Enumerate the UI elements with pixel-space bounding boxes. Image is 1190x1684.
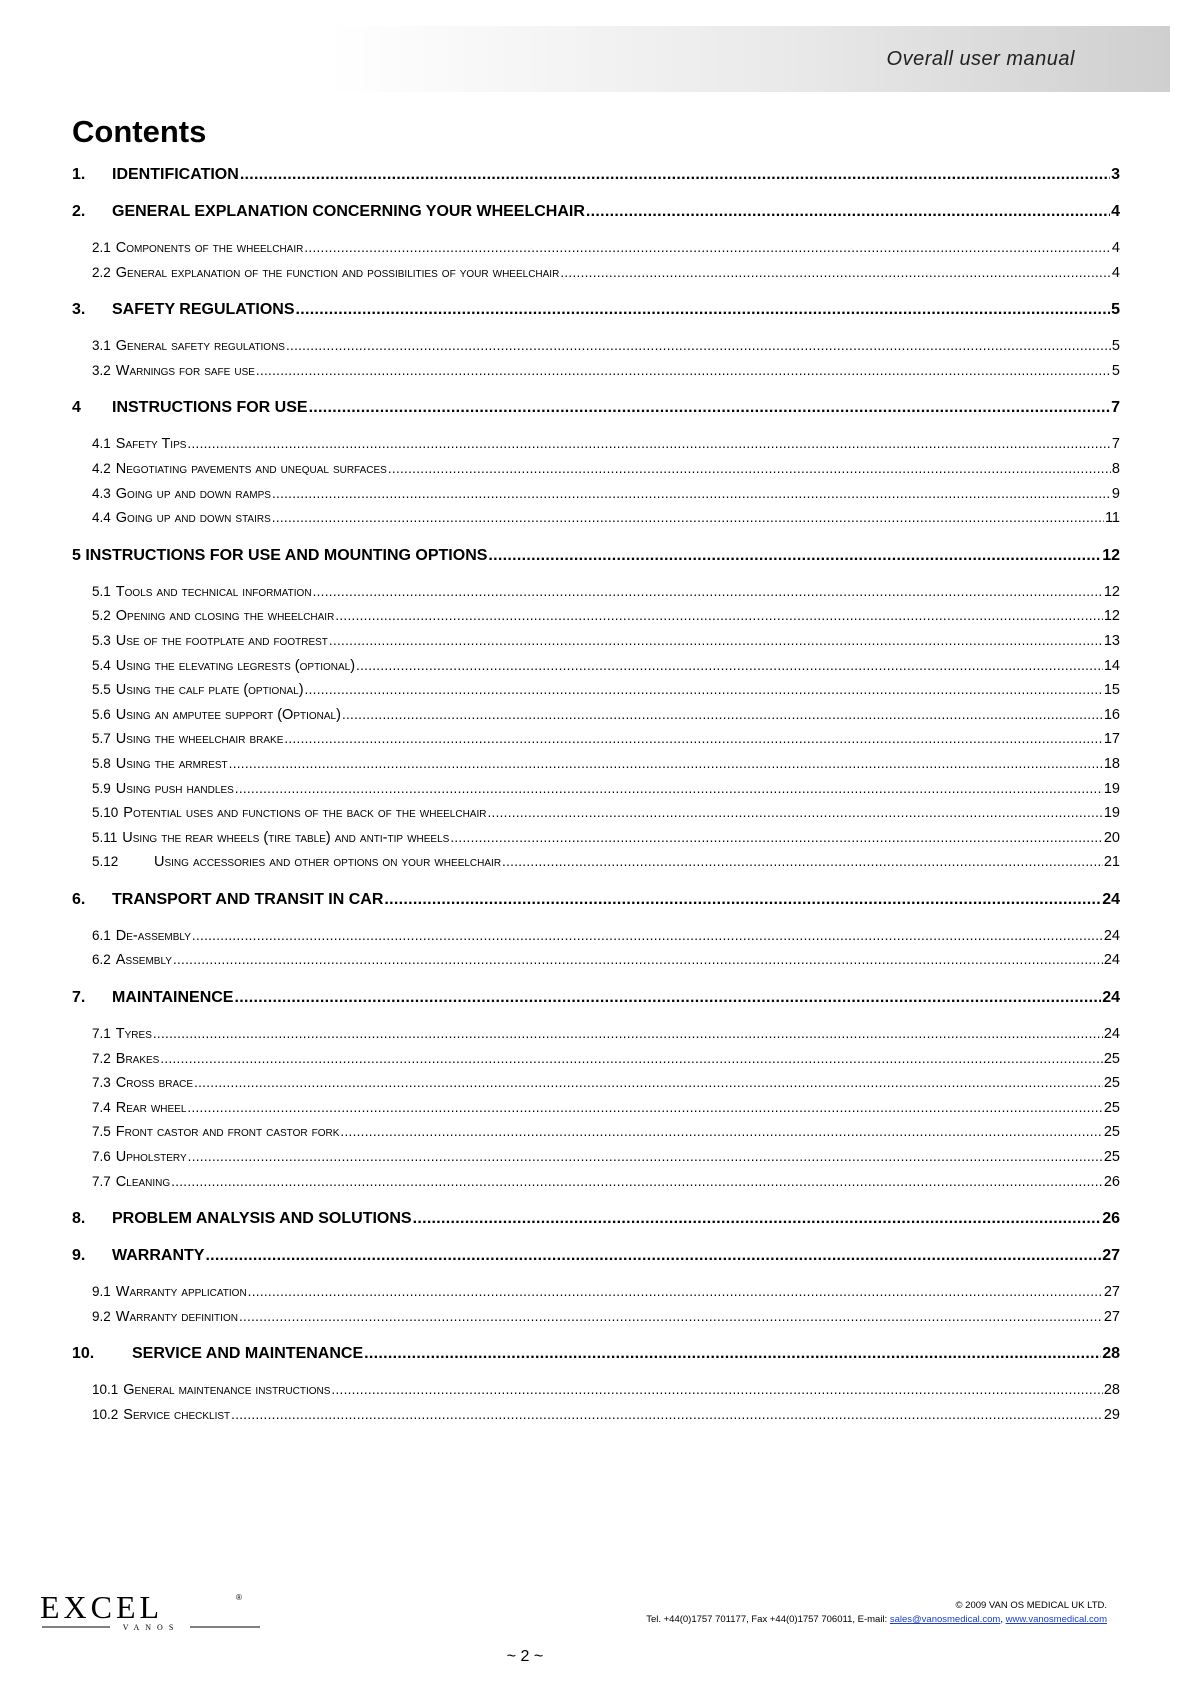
toc-entry-number: 10.1 bbox=[92, 1382, 119, 1398]
table-of-contents bbox=[72, 166, 1120, 1432]
toc-entry-page: 26 bbox=[1103, 1173, 1120, 1190]
toc-entry-number: 5.5 bbox=[92, 682, 111, 698]
toc-entry-title: Going up and down ramps bbox=[115, 485, 271, 502]
toc-entry-number: 5.4 bbox=[92, 657, 111, 673]
toc-entry-number: 7.1 bbox=[92, 1026, 111, 1042]
footer-contact bbox=[646, 1614, 1107, 1625]
toc-entry-number: 4.3 bbox=[92, 485, 111, 501]
toc-entry-page: 20 bbox=[1103, 829, 1120, 846]
toc-subsection-entry[interactable] bbox=[72, 240, 1120, 265]
toc-entry-title: Use of the footplate and footrest bbox=[115, 632, 328, 649]
toc-dot-leader bbox=[272, 486, 1111, 501]
toc-subsection-entry[interactable] bbox=[72, 1051, 1120, 1076]
toc-dot-leader bbox=[153, 1026, 1103, 1041]
toc-subsection-entry[interactable] bbox=[72, 1149, 1120, 1174]
toc-entry-page: 27 bbox=[1102, 1247, 1120, 1265]
toc-entry-title: Using the wheelchair brake bbox=[115, 731, 284, 748]
toc-dot-leader bbox=[171, 1174, 1103, 1189]
toc-entry-page: 4 bbox=[1111, 240, 1120, 256]
toc-entry-page: 24 bbox=[1102, 989, 1120, 1007]
toc-dot-leader bbox=[240, 166, 1110, 184]
toc-entry-number: 5.10 bbox=[92, 805, 119, 821]
toc-dot-leader bbox=[335, 608, 1103, 623]
toc-subsection-entry[interactable] bbox=[72, 584, 1120, 609]
toc-entry-title: Using the calf plate (optional) bbox=[115, 682, 304, 699]
toc-entry-number: 5.3 bbox=[92, 632, 111, 648]
toc-entry-number: 5.2 bbox=[92, 608, 111, 624]
toc-entry-page: 14 bbox=[1103, 657, 1120, 674]
toc-entry-title: Upholstery bbox=[115, 1149, 187, 1166]
toc-dot-leader bbox=[384, 891, 1101, 909]
toc-entry-title: Cleaning bbox=[115, 1173, 171, 1190]
toc-section-entry[interactable] bbox=[72, 203, 1120, 228]
toc-entry-number: 5.7 bbox=[92, 731, 111, 747]
logo-subtext: VANOS bbox=[122, 1623, 180, 1632]
toc-subsection-entry[interactable] bbox=[72, 658, 1120, 683]
contents-title: Contents bbox=[72, 114, 207, 149]
toc-entry-page: 19 bbox=[1103, 805, 1120, 822]
toc-entry-page: 5 bbox=[1111, 338, 1120, 355]
toc-entry-page: 8 bbox=[1111, 460, 1120, 477]
toc-entry-page: 19 bbox=[1103, 780, 1120, 797]
toc-entry-number: 4.1 bbox=[92, 436, 111, 452]
toc-subsection-entry[interactable] bbox=[72, 1382, 1120, 1407]
toc-section-entry[interactable] bbox=[72, 891, 1120, 916]
toc-entry-title: TRANSPORT AND TRANSIT IN CAR bbox=[112, 890, 384, 908]
toc-entry-page: 9 bbox=[1111, 485, 1120, 502]
toc-subsection-entry[interactable] bbox=[72, 1174, 1120, 1199]
toc-entry-title: Going up and down stairs bbox=[115, 510, 271, 527]
toc-dot-leader bbox=[560, 265, 1111, 280]
toc-dot-leader bbox=[413, 1210, 1102, 1228]
toc-dot-leader bbox=[305, 682, 1103, 697]
toc-entry-title: Using accessories and other options on your wheelchair bbox=[154, 854, 502, 871]
toc-dot-leader bbox=[586, 203, 1110, 221]
toc-subsection-entry[interactable] bbox=[72, 1124, 1120, 1149]
toc-subsection-entry[interactable] bbox=[72, 1309, 1120, 1334]
toc-entry-title: Safety Tips bbox=[115, 436, 187, 453]
toc-entry-number: 5.11 bbox=[92, 829, 118, 845]
toc-entry-page: 5 bbox=[1111, 362, 1120, 379]
toc-entry-number: 9.1 bbox=[92, 1284, 111, 1300]
toc-dot-leader bbox=[192, 928, 1103, 943]
toc-entry-number: 3. bbox=[72, 301, 86, 319]
toc-entry-page: 27 bbox=[1103, 1308, 1120, 1325]
toc-entry-page: 3 bbox=[1111, 166, 1120, 183]
toc-entry-page: 5 bbox=[1111, 301, 1120, 319]
header-title: Overall user manual bbox=[886, 48, 1075, 70]
email-link[interactable]: sales@vanosmedical.com bbox=[889, 1614, 1001, 1625]
toc-dot-leader bbox=[187, 436, 1111, 451]
toc-section-entry[interactable] bbox=[72, 1345, 1120, 1370]
toc-entry-number: 10.2 bbox=[92, 1407, 119, 1422]
toc-entry-title: Components of the wheelchair bbox=[115, 240, 304, 256]
toc-entry-number: 5.9 bbox=[92, 780, 111, 796]
toc-entry-title: Warranty definition bbox=[115, 1308, 238, 1325]
toc-entry-number: 6.1 bbox=[92, 927, 111, 943]
toc-subsection-entry[interactable] bbox=[72, 1026, 1120, 1051]
footer-contact-prefix: Tel. +44(0)1757 701177, Fax +44(0)1757 706011, E-mail: bbox=[646, 1614, 890, 1625]
toc-entry-title: Front castor and front castor fork bbox=[115, 1124, 340, 1141]
toc-dot-leader bbox=[239, 1309, 1103, 1324]
toc-entry-number: 4.4 bbox=[92, 510, 111, 526]
toc-entry-title: Using the elevating legrests (optional) bbox=[115, 657, 356, 674]
toc-section-entry[interactable] bbox=[72, 1247, 1120, 1272]
toc-dot-leader bbox=[342, 707, 1103, 722]
toc-subsection-entry[interactable] bbox=[72, 928, 1120, 953]
toc-entry-number: 6.2 bbox=[92, 952, 111, 968]
toc-subsection-entry[interactable] bbox=[72, 608, 1120, 633]
toc-entry-title: General maintenance instructions bbox=[123, 1382, 331, 1399]
toc-subsection-entry[interactable] bbox=[72, 1100, 1120, 1125]
toc-entry-page: 29 bbox=[1103, 1407, 1120, 1423]
toc-entry-page: 16 bbox=[1103, 706, 1120, 723]
toc-subsection-entry[interactable] bbox=[72, 854, 1120, 879]
toc-dot-leader bbox=[304, 240, 1111, 255]
toc-dot-leader bbox=[205, 1247, 1101, 1265]
toc-section-entry[interactable] bbox=[72, 989, 1120, 1014]
toc-section-entry[interactable] bbox=[72, 547, 1120, 572]
toc-dot-leader bbox=[296, 301, 1111, 319]
toc-dot-leader bbox=[229, 756, 1103, 771]
toc-entry-title: PROBLEM ANALYSIS AND SOLUTIONS bbox=[112, 1210, 412, 1228]
toc-dot-leader bbox=[234, 989, 1101, 1007]
toc-entry-page: 11 bbox=[1104, 510, 1120, 527]
toc-dot-leader bbox=[340, 1124, 1102, 1139]
toc-dot-leader bbox=[235, 781, 1103, 796]
page-number: ~ 2 ~ bbox=[506, 1648, 544, 1665]
toc-entry-title: Using the armrest bbox=[115, 755, 228, 772]
toc-entry-number: 3.2 bbox=[92, 362, 111, 378]
toc-dot-leader bbox=[173, 952, 1103, 967]
toc-dot-leader bbox=[187, 1100, 1102, 1115]
toc-entry-page: 18 bbox=[1103, 755, 1120, 772]
toc-dot-leader bbox=[284, 731, 1102, 746]
toc-entry-number: 5.12 bbox=[92, 854, 119, 870]
toc-entry-page: 28 bbox=[1103, 1382, 1120, 1399]
toc-entry-number: 2.2 bbox=[92, 264, 111, 280]
toc-entry-page: 12 bbox=[1103, 608, 1120, 625]
toc-entry-page: 25 bbox=[1103, 1050, 1120, 1067]
toc-subsection-entry[interactable] bbox=[72, 633, 1120, 658]
toc-entry-page: 24 bbox=[1103, 927, 1120, 944]
toc-entry-title: INSTRUCTIONS FOR USE bbox=[112, 399, 308, 417]
toc-subsection-entry[interactable] bbox=[72, 952, 1120, 977]
toc-entry-number: 4 bbox=[72, 399, 81, 417]
toc-entry-title: Cross brace bbox=[115, 1075, 194, 1092]
toc-dot-leader bbox=[331, 1382, 1102, 1397]
toc-dot-leader bbox=[194, 1075, 1103, 1090]
toc-entry-page: 24 bbox=[1103, 952, 1120, 969]
toc-subsection-entry[interactable] bbox=[72, 830, 1120, 855]
toc-dot-leader bbox=[231, 1407, 1103, 1422]
toc-entry-page: 15 bbox=[1103, 682, 1120, 699]
toc-section-entry[interactable] bbox=[72, 1210, 1120, 1235]
toc-entry-title: Tyres bbox=[115, 1026, 152, 1043]
toc-section-entry[interactable] bbox=[72, 301, 1120, 326]
toc-entry-number: 7.5 bbox=[92, 1124, 111, 1140]
toc-dot-leader bbox=[487, 805, 1102, 820]
toc-entry-number: 6. bbox=[72, 890, 86, 908]
toc-entry-number: 2.1 bbox=[92, 240, 111, 255]
toc-entry-title: General safety regulations bbox=[115, 338, 285, 355]
toc-entry-page: 7 bbox=[1111, 436, 1120, 453]
toc-entry-title: Tools and technical information bbox=[115, 583, 312, 600]
toc-entry-number: 5.1 bbox=[92, 583, 111, 599]
toc-entry-title: Using the rear wheels (tire table) and anti-tip wheels bbox=[122, 829, 450, 846]
toc-entry-page: 4 bbox=[1111, 264, 1120, 281]
toc-entry-page: 12 bbox=[1103, 583, 1120, 600]
toc-entry-number: 5.6 bbox=[92, 706, 111, 722]
toc-entry-title: Warnings for safe use bbox=[115, 362, 255, 379]
toc-entry-title: Negotiating pavements and unequal surfaces bbox=[115, 460, 387, 477]
toc-subsection-entry[interactable] bbox=[72, 510, 1120, 535]
toc-dot-leader bbox=[388, 461, 1111, 476]
toc-entry-title: Using an amputee support (Optional) bbox=[115, 706, 341, 723]
toc-entry-number: 4.2 bbox=[92, 460, 111, 476]
toc-entry-number: 2. bbox=[72, 203, 86, 220]
toc-entry-number: 7.6 bbox=[92, 1149, 111, 1165]
toc-entry-page: 17 bbox=[1103, 731, 1120, 748]
toc-entry-number: 5.8 bbox=[92, 755, 111, 771]
toc-entry-title: Assembly bbox=[115, 952, 172, 969]
toc-dot-leader bbox=[272, 510, 1104, 525]
toc-entry-number: 3.1 bbox=[92, 338, 111, 354]
toc-entry-title: General explanation of the function and possibilities of your wheelchair bbox=[115, 264, 560, 281]
website-link[interactable]: www.vanosmedical.com bbox=[1005, 1614, 1107, 1625]
toc-subsection-entry[interactable] bbox=[72, 1075, 1120, 1100]
toc-subsection-entry[interactable] bbox=[72, 265, 1120, 290]
toc-entry-title: SERVICE AND MAINTENANCE bbox=[132, 1345, 364, 1363]
toc-subsection-entry[interactable] bbox=[72, 731, 1120, 756]
toc-entry-title: Brakes bbox=[115, 1050, 160, 1067]
toc-entry-title: GENERAL EXPLANATION CONCERNING YOUR WHEELCHAIR bbox=[112, 203, 585, 220]
toc-entry-title: MAINTAINENCE bbox=[112, 989, 234, 1007]
toc-subsection-entry[interactable] bbox=[72, 1284, 1120, 1309]
toc-dot-leader bbox=[356, 658, 1103, 673]
toc-entry-number: 7.4 bbox=[92, 1099, 111, 1115]
toc-subsection-entry[interactable] bbox=[72, 461, 1120, 486]
toc-subsection-entry[interactable] bbox=[72, 1407, 1120, 1432]
footer-copyright: © 2009 VAN OS MEDICAL UK LTD. bbox=[955, 1600, 1107, 1611]
toc-entry-page: 7 bbox=[1111, 399, 1120, 417]
toc-entry-page: 28 bbox=[1102, 1345, 1120, 1363]
toc-subsection-entry[interactable] bbox=[72, 363, 1120, 388]
toc-entry-page: 24 bbox=[1103, 1026, 1120, 1043]
toc-entry-number: 9.2 bbox=[92, 1308, 111, 1324]
toc-entry-page: 25 bbox=[1103, 1075, 1120, 1092]
toc-subsection-entry[interactable] bbox=[72, 682, 1120, 707]
toc-entry-page: 25 bbox=[1103, 1149, 1120, 1166]
toc-entry-number: 9. bbox=[72, 1247, 86, 1265]
toc-entry-title: 5 INSTRUCTIONS FOR USE AND MOUNTING OPTIONS bbox=[72, 546, 488, 564]
toc-entry-page: 25 bbox=[1103, 1099, 1120, 1116]
toc-entry-title: IDENTIFICATION bbox=[112, 166, 239, 183]
toc-subsection-entry[interactable] bbox=[72, 338, 1120, 363]
toc-entry-title: Service checklist bbox=[123, 1407, 231, 1423]
toc-entry-title: Potential uses and functions of the back of the wheelchair bbox=[123, 805, 487, 822]
toc-entry-title: SAFETY REGULATIONS bbox=[112, 301, 295, 319]
logo-text: EXCEL bbox=[40, 1590, 164, 1625]
toc-dot-leader bbox=[313, 584, 1103, 599]
toc-subsection-entry[interactable] bbox=[72, 486, 1120, 511]
toc-dot-leader bbox=[160, 1051, 1103, 1066]
toc-section-entry[interactable] bbox=[72, 166, 1120, 191]
toc-dot-leader bbox=[309, 399, 1111, 417]
toc-dot-leader bbox=[286, 338, 1111, 353]
toc-entry-number: 8. bbox=[72, 1210, 86, 1228]
toc-entry-page: 27 bbox=[1103, 1284, 1120, 1301]
toc-entry-title: Opening and closing the wheelchair bbox=[115, 608, 335, 625]
footer-separator: , bbox=[1000, 1614, 1006, 1625]
toc-entry-page: 4 bbox=[1111, 203, 1120, 220]
toc-entry-title: WARRANTY bbox=[112, 1247, 205, 1265]
toc-entry-number: 7. bbox=[72, 989, 86, 1007]
toc-dot-leader bbox=[450, 830, 1103, 845]
toc-entry-number: 7.7 bbox=[92, 1173, 111, 1189]
toc-section-entry[interactable] bbox=[72, 399, 1120, 424]
toc-entry-title: De-assembly bbox=[115, 927, 191, 944]
toc-entry-number: 7.3 bbox=[92, 1075, 111, 1091]
toc-entry-number: 1. bbox=[72, 166, 86, 183]
toc-entry-number: 7.2 bbox=[92, 1050, 111, 1066]
toc-subsection-entry[interactable] bbox=[72, 707, 1120, 732]
toc-entry-title: Warranty application bbox=[115, 1284, 247, 1301]
toc-dot-leader bbox=[502, 854, 1103, 869]
logo-registered-mark: ® bbox=[236, 1593, 242, 1602]
toc-dot-leader bbox=[188, 1149, 1103, 1164]
toc-dot-leader bbox=[488, 547, 1101, 565]
toc-dot-leader bbox=[364, 1345, 1101, 1363]
toc-entry-title: Using push handles bbox=[115, 780, 234, 797]
toc-entry-page: 24 bbox=[1102, 890, 1120, 908]
toc-entry-number: 10. bbox=[72, 1345, 95, 1363]
toc-entry-title: Rear wheel bbox=[115, 1099, 187, 1116]
toc-entry-page: 21 bbox=[1103, 854, 1120, 871]
toc-entry-page: 13 bbox=[1103, 632, 1120, 649]
toc-dot-leader bbox=[329, 633, 1103, 648]
toc-entry-page: 12 bbox=[1102, 546, 1120, 564]
toc-entry-page: 25 bbox=[1103, 1124, 1120, 1141]
toc-subsection-entry[interactable] bbox=[72, 756, 1120, 781]
toc-subsection-entry[interactable] bbox=[72, 805, 1120, 830]
excel-vanos-logo bbox=[40, 1590, 262, 1635]
toc-dot-leader bbox=[256, 363, 1111, 378]
toc-dot-leader bbox=[248, 1284, 1103, 1299]
toc-subsection-entry[interactable] bbox=[72, 781, 1120, 806]
toc-entry-page: 26 bbox=[1102, 1210, 1120, 1228]
toc-subsection-entry[interactable] bbox=[72, 436, 1120, 461]
